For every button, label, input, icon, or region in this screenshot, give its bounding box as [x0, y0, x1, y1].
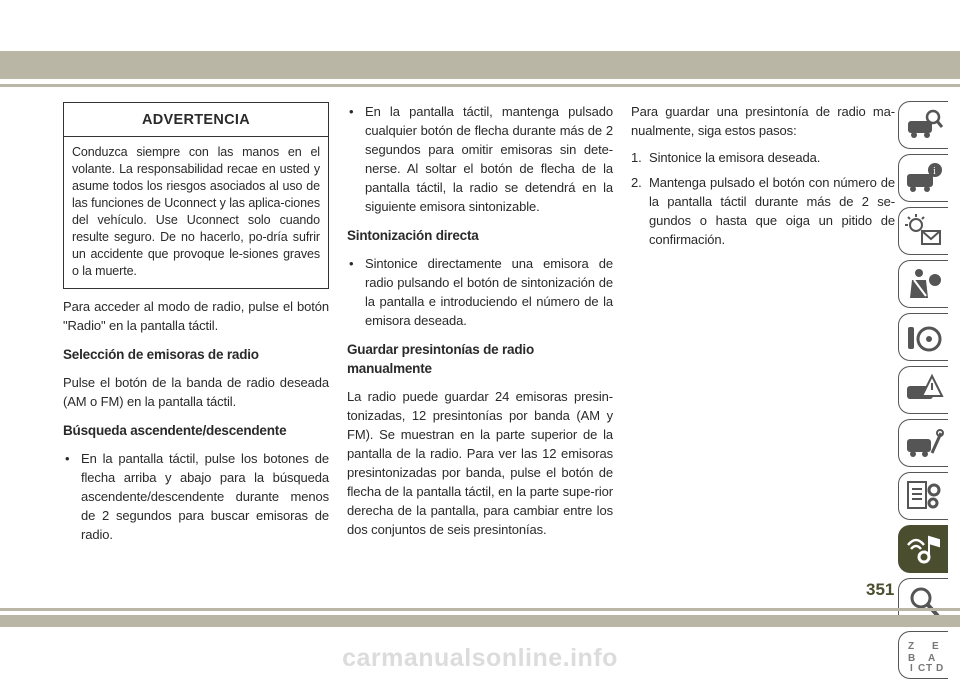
tab-warning-lights[interactable] — [898, 207, 948, 255]
svg-text:i: i — [932, 166, 936, 177]
footer-band — [0, 615, 960, 627]
tab-car-service[interactable] — [898, 419, 948, 467]
tab-specifications[interactable] — [898, 472, 948, 520]
presets-steps — [631, 148, 895, 249]
seek-list-cont — [347, 102, 613, 216]
tab-multimedia[interactable] — [898, 525, 948, 573]
tab-seatbelt-airbag[interactable] — [898, 260, 948, 308]
chapter-tabs — [898, 101, 950, 684]
heading-station-select: Selección de emisoras de radio — [63, 347, 259, 362]
heading-direct-tuning: Sintonización directa — [347, 228, 479, 243]
svg-text:T: T — [925, 663, 932, 673]
svg-text:A: A — [927, 653, 935, 664]
tab-steering[interactable] — [898, 313, 948, 361]
tab-car-info[interactable] — [898, 154, 948, 202]
svg-text:D: D — [935, 663, 943, 673]
warning-lights-icon — [904, 213, 944, 249]
list-item: • En la pantalla táctil, pulse los botones de flecha arriba y abajo para la búsqueda ascendente/descendente durante menos de 2 segundos para buscar emisoras de radio. — [63, 449, 329, 544]
svg-text:C: C — [917, 663, 925, 673]
seek-list — [63, 449, 329, 544]
seatbelt-airbag-icon — [904, 266, 944, 302]
presets-text: La radio puede guardar 24 emisoras presin-tonizadas, 12 presintonías por banda (AM y FM). Se muestran en la parte superior de la pantalla de la radio. Para ver las 12 emisoras presintonizadas por banda, pulse el botón de flecha de la pantalla táctil, en la parte supe-rior derecha de la pantalla, para cambiar entre los dos conjuntos de seis presintonías. — [347, 389, 613, 537]
car-info-icon — [904, 160, 944, 196]
heading-presets: Guardar presintonías de radio manualmente — [347, 342, 534, 376]
warning-text: Conduzca siempre con las manos en el volante. La responsabilidad recae en usted y asume todos los riesgos asociados al uso de las funciones de Uconnect y las aplica-ciones del vehículo. Use Uconnect solo cuando resulte seguro. De no hacerlo, po-dría sufrir un accidente que provoque le-siones graves o la muerte. — [72, 145, 320, 278]
warning-box — [63, 102, 329, 289]
list-item: • En la pantalla táctil, mantenga pulsado cualquier botón de flecha durante más de 2 segundos para omitir emisoras sin dete-nerse. Al soltar el botón de flecha de la pantalla táctil, la radio se detendrá en la siguiente emisora sintonizable. — [347, 102, 613, 216]
svg-text:E: E — [931, 641, 939, 652]
steering-icon — [904, 319, 944, 355]
car-service-icon — [904, 425, 944, 461]
watermark: carmanualsonline.info — [342, 644, 618, 672]
svg-text:Z: Z — [907, 641, 914, 652]
column-1 — [63, 102, 329, 552]
multimedia-icon — [904, 531, 944, 567]
list-item: 2. Mantenga pulsado el botón con número de la pantalla táctil durante más de 2 se-gundos o hasta que oiga un pitido de confirmación. — [631, 175, 895, 247]
list-item: 1. Sintonice la emisora deseada. — [631, 150, 821, 165]
svg-text:I: I — [909, 663, 913, 673]
warning-title: ADVERTENCIA — [64, 103, 328, 137]
column-3 — [631, 102, 895, 257]
specifications-icon — [904, 478, 944, 514]
station-select-text: Pulse el botón de la banda de radio deseada (AM o FM) en la pantalla táctil. — [63, 375, 329, 409]
column-2 — [347, 102, 613, 547]
tab-car-hazard[interactable] — [898, 366, 948, 414]
list-item: • Sintonice directamente una emisora de radio pulsando el botón de sintonización de la pantalla e introduciendo el número de la emisora deseada. — [347, 254, 613, 330]
footer-rule — [0, 608, 960, 611]
car-search-icon — [904, 107, 944, 143]
header-rule — [0, 84, 960, 87]
tab-car-search[interactable] — [898, 101, 948, 149]
heading-seek: Búsqueda ascendente/descendente — [63, 423, 287, 438]
car-hazard-icon — [904, 372, 944, 408]
svg-text:B: B — [907, 653, 915, 664]
direct-list — [347, 254, 613, 330]
page-number: 351 — [866, 580, 895, 599]
radio-intro: Para acceder al modo de radio, pulse el botón "Radio" en la pantalla táctil. — [63, 299, 329, 333]
header-band — [0, 51, 960, 79]
presets-intro: Para guardar una presintonía de radio ma-nualmente, siga estos pasos: — [631, 104, 895, 138]
